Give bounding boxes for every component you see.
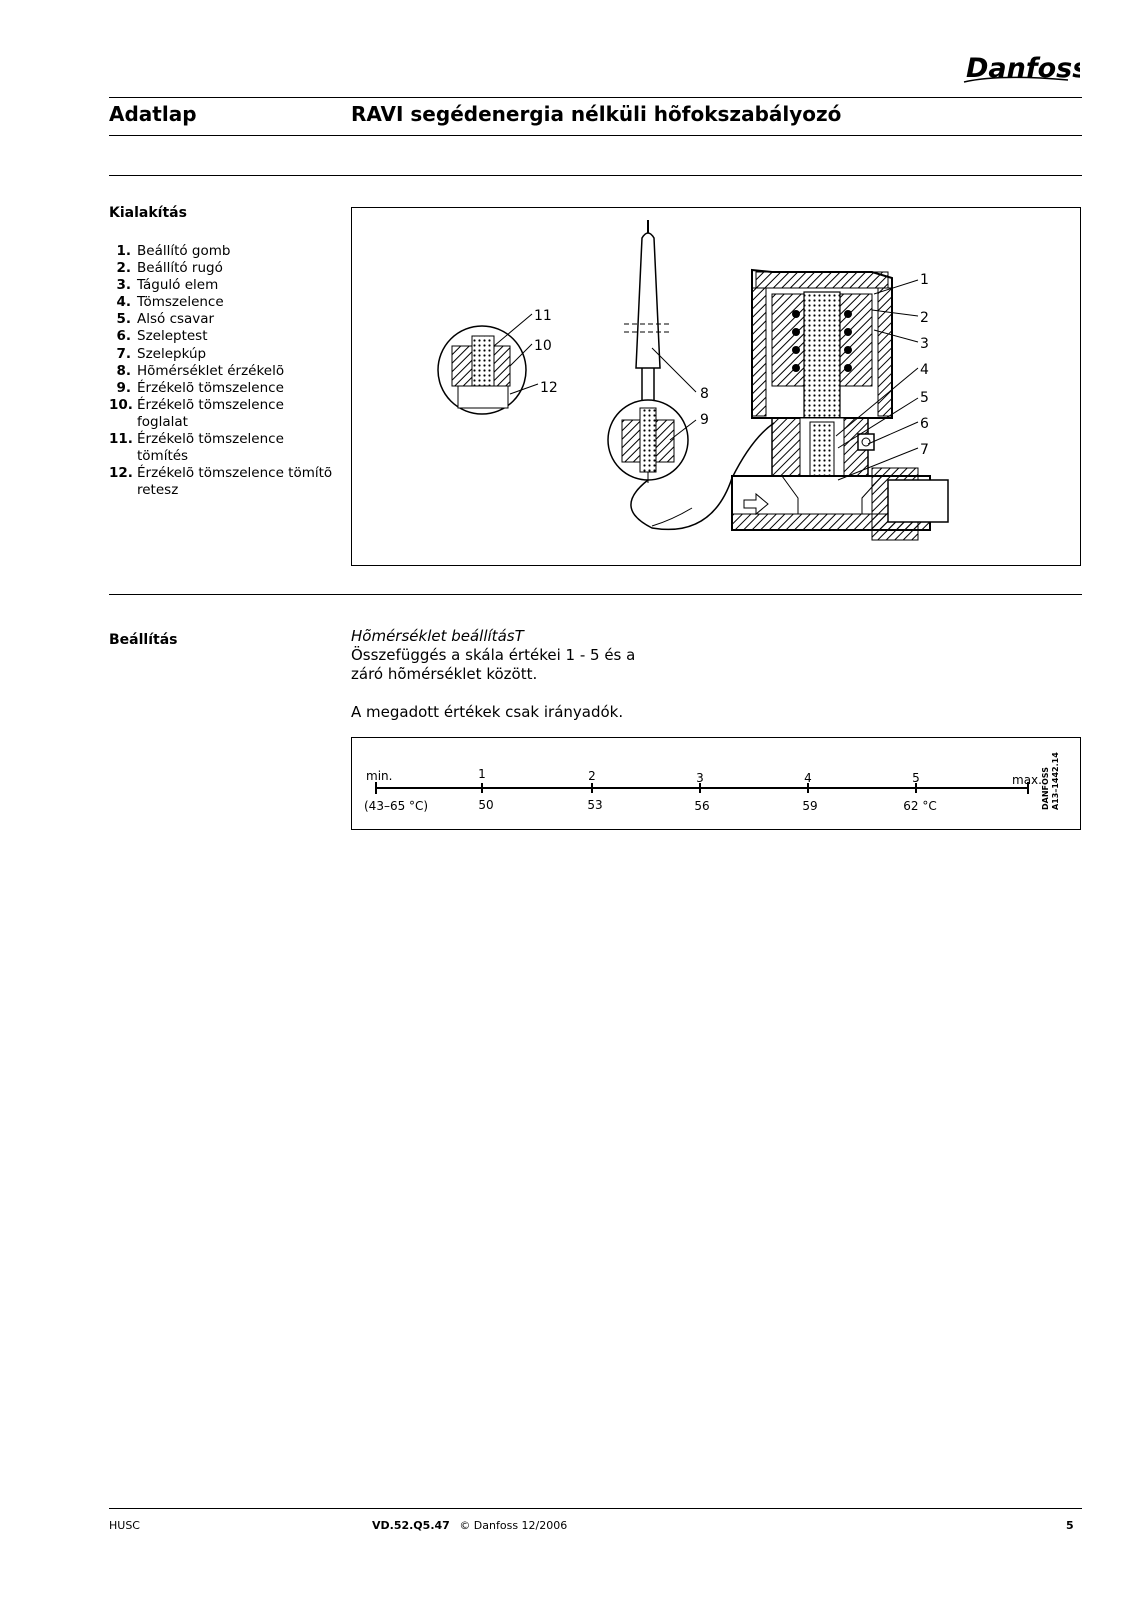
setting-line-1: Összefüggés a skála értékei 1 - 5 és a bbox=[351, 646, 636, 664]
list-item: 1. Beállító gomb bbox=[116, 243, 231, 259]
scale-mark-2: 2 bbox=[588, 769, 596, 783]
footer-rule bbox=[109, 1508, 1082, 1509]
valve-drawing bbox=[352, 208, 1080, 565]
setting-subtitle: Hõmérséklet beállításT bbox=[351, 627, 524, 645]
gland-detail-circle bbox=[438, 326, 526, 414]
section-rule-2 bbox=[109, 594, 1082, 595]
callout-4: 4 bbox=[920, 362, 929, 378]
scale-mark-5: 5 bbox=[912, 771, 920, 785]
sensor-gland-detail bbox=[608, 400, 688, 483]
scale-min-label: min. bbox=[366, 769, 393, 783]
setting-note: A megadott értékek csak irányadók. bbox=[351, 703, 624, 721]
callout-11: 11 bbox=[534, 308, 552, 324]
section-rule-1 bbox=[109, 175, 1082, 176]
callout-6: 6 bbox=[920, 416, 929, 432]
scale-temp-4: 59 bbox=[802, 799, 818, 813]
brand-logo-text: Danfoss bbox=[966, 53, 1080, 84]
scale-range-label: (43–65 °C) bbox=[364, 799, 429, 813]
scale-mark-4: 4 bbox=[804, 771, 812, 785]
header-top-rule bbox=[109, 97, 1082, 98]
list-item: 4. Tömszelence bbox=[116, 294, 224, 311]
callout-1: 1 bbox=[920, 272, 929, 288]
callout-9: 9 bbox=[700, 412, 709, 428]
temperature-scale bbox=[352, 738, 1080, 829]
scale-temp-5: 62 °C bbox=[903, 799, 937, 813]
drawing-code-brand: DANFOSS bbox=[1041, 767, 1050, 810]
list-item: 12. Érzékelõ tömszelence tömítõ retesz bbox=[109, 465, 333, 499]
list-item: 10. Érzékelõ tömszelence foglalat bbox=[109, 396, 284, 430]
list-item: 11. Érzékelõ tömszelence tömítés bbox=[109, 431, 284, 465]
doc-type-title: Adatlap bbox=[109, 102, 197, 126]
callout-2: 2 bbox=[920, 310, 929, 326]
scale-max-label: max. bbox=[1012, 773, 1042, 787]
section-label-beallitas: Beállítás bbox=[109, 632, 178, 648]
product-title: RAVI segédenergia nélküli hõfokszabályozó bbox=[351, 102, 842, 126]
footer-doc-info bbox=[372, 1519, 567, 1532]
callout-5: 5 bbox=[920, 390, 929, 406]
setting-description bbox=[351, 627, 635, 722]
footer-language-code: HUSC bbox=[109, 1519, 140, 1532]
callout-10: 10 bbox=[534, 338, 552, 354]
section-label-kialakitas: Kialakítás bbox=[109, 205, 187, 221]
list-item: 2. Beállító rugó bbox=[116, 260, 223, 277]
footer-copyright: © Danfoss 12/2006 bbox=[459, 1519, 568, 1532]
header-bottom-rule bbox=[109, 135, 1082, 136]
drawing-code-number: A13–1442.14 bbox=[1051, 752, 1060, 810]
temperature-scale-figure bbox=[351, 737, 1081, 830]
scale-temp-2: 53 bbox=[587, 798, 603, 812]
list-item: 7. Szelepkúp bbox=[116, 345, 207, 362]
list-item: 3. Táguló elem bbox=[116, 277, 219, 294]
scale-mark-3: 3 bbox=[696, 771, 704, 785]
list-item: 8. Hõmérséklet érzékelõ bbox=[116, 362, 285, 379]
setting-line-2: záró hõmérséklet között. bbox=[351, 665, 538, 683]
parts-list bbox=[109, 243, 339, 499]
callout-3: 3 bbox=[920, 336, 929, 352]
scale-temp-1: 50 bbox=[478, 798, 494, 812]
danfoss-logo bbox=[960, 46, 1080, 88]
page-number: 5 bbox=[1066, 1519, 1074, 1532]
scale-mark-1: 1 bbox=[478, 767, 486, 781]
scale-temp-3: 56 bbox=[694, 799, 710, 813]
callout-8: 8 bbox=[700, 386, 709, 402]
footer-doc-code: VD.52.Q5.47 bbox=[372, 1519, 450, 1532]
list-item: 5. Alsó csavar bbox=[116, 311, 215, 328]
list-item: 9. Érzékelõ tömszelence bbox=[116, 379, 284, 396]
callout-7: 7 bbox=[920, 442, 929, 458]
callout-12: 12 bbox=[540, 380, 558, 396]
valve-cross-section-figure bbox=[351, 207, 1081, 566]
sensor-bulb bbox=[624, 220, 672, 416]
list-item: 6. Szeleptest bbox=[116, 328, 208, 345]
